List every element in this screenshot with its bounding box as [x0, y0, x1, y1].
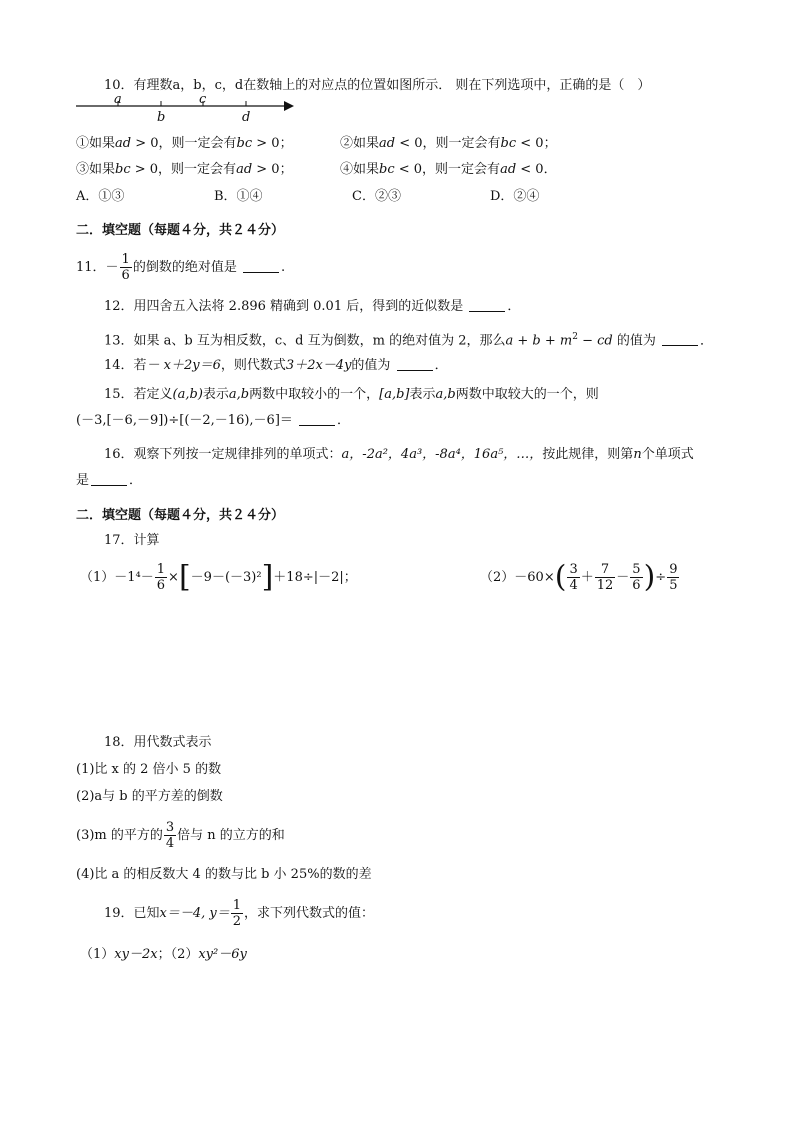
q10-stem: 10．有理数a，b，c，d在数轴上的对应点的位置如图所示． 则在下列选项中，正确的是（ ） [104, 78, 651, 93]
section-fill-in-heading: 二．填空题（每题４分，共２４分） [76, 223, 285, 238]
q10-option-a: A．①③ [76, 189, 125, 204]
number-line-arrow [284, 101, 294, 111]
q13-blank [662, 332, 698, 346]
q18-title: 18．用代数式表示 [104, 735, 212, 750]
q18-item-2: (2)a与 b 的平方差的倒数 [76, 789, 223, 804]
q14: 14．若－ x＋2y＝6，则代数式3＋2x－4y的值为 ． [104, 358, 448, 373]
q19: 19．已知x＝－4, y＝ $\frac{1}{2}$ ，求下列代数式的值： [104, 898, 375, 929]
label-b: b [157, 110, 166, 124]
q10-option-d: D．②④ [490, 189, 540, 204]
q15-line-1: 15．若定义(a,b)表示a,b两数中取较小的一个，[a,b]表示a,b两数中取较大的一个，则 [104, 387, 599, 402]
q15-line-2: (－3,[－6,－9])÷[(－2,－16),－6]＝ ． [76, 413, 351, 428]
q11-blank [243, 259, 279, 273]
q18-item-4: (4)比 a 的相反数大 4 的数与比 b 小 25%的数的差 [76, 867, 372, 882]
q10-statement-1: ①如果ad > 0，则一定会有bc > 0； [76, 136, 293, 151]
q17-title: 17．计算 [104, 533, 160, 548]
q13: 13．如果 a、b 互为相反数，c、d 互为倒数，m 的绝对值为 2，那么$a + b + m^2$ − cd 的值为 ． [104, 332, 713, 349]
number-line [76, 96, 296, 124]
q17-part-2: （2）－60×( $\frac{3}{4}$ ＋ $\frac{7}{12}$ － $\frac{5}{6}$ )÷ $\frac{9}{5}$ [480, 559, 678, 595]
section-fill-in-heading-2: 二．填空题（每题４分，共２４分） [76, 508, 285, 523]
label-c: c [199, 96, 207, 107]
q12: 12．用四舍五入法将 2.896 精确到 0.01 后，得到的近似数是 ． [104, 299, 521, 314]
label-a: a [114, 96, 122, 107]
q10-statement-3: ③如果bc > 0，则一定会有ad > 0； [76, 162, 293, 177]
q17-part-1: （1）－1⁴－ $\frac{1}{6}$ ×[－9－(－3)²]＋18÷|－2|； [80, 559, 357, 595]
q16-line-1: 16．观察下列按一定规律排列的单项式：a，-2a²，4a³，-8a⁴，16a⁵，…，按此规律，则第n个单项式 [104, 447, 694, 462]
q12-blank [469, 298, 505, 312]
q14-blank [397, 357, 433, 371]
q16-blank [91, 472, 127, 486]
q10-statement-2: ②如果ad < 0，则一定会有bc < 0； [340, 136, 557, 151]
q18-item-1: (1)比 x 的 2 倍小 5 的数 [76, 762, 222, 777]
q16-line-2: 是 ． [76, 473, 143, 488]
q18-item-3: (3)m 的平方的 $\frac{3}{4}$ 倍与 n 的立方的和 [76, 820, 285, 851]
q11-fraction: $\frac{1}{6}$ [121, 252, 130, 283]
q10-option-c: C．②③ [352, 189, 401, 204]
q15-blank [299, 412, 335, 426]
q11: 11．－ $\frac{1}{6}$ 的倒数的绝对值是 . [76, 252, 286, 283]
q10-option-b: B．①④ [214, 189, 263, 204]
q10-statement-4: ④如果bc < 0，则一定会有ad < 0． [340, 162, 557, 177]
q19-parts: （1）xy－2x；（2）xy²－6y [80, 947, 247, 962]
label-d: d [242, 110, 251, 124]
